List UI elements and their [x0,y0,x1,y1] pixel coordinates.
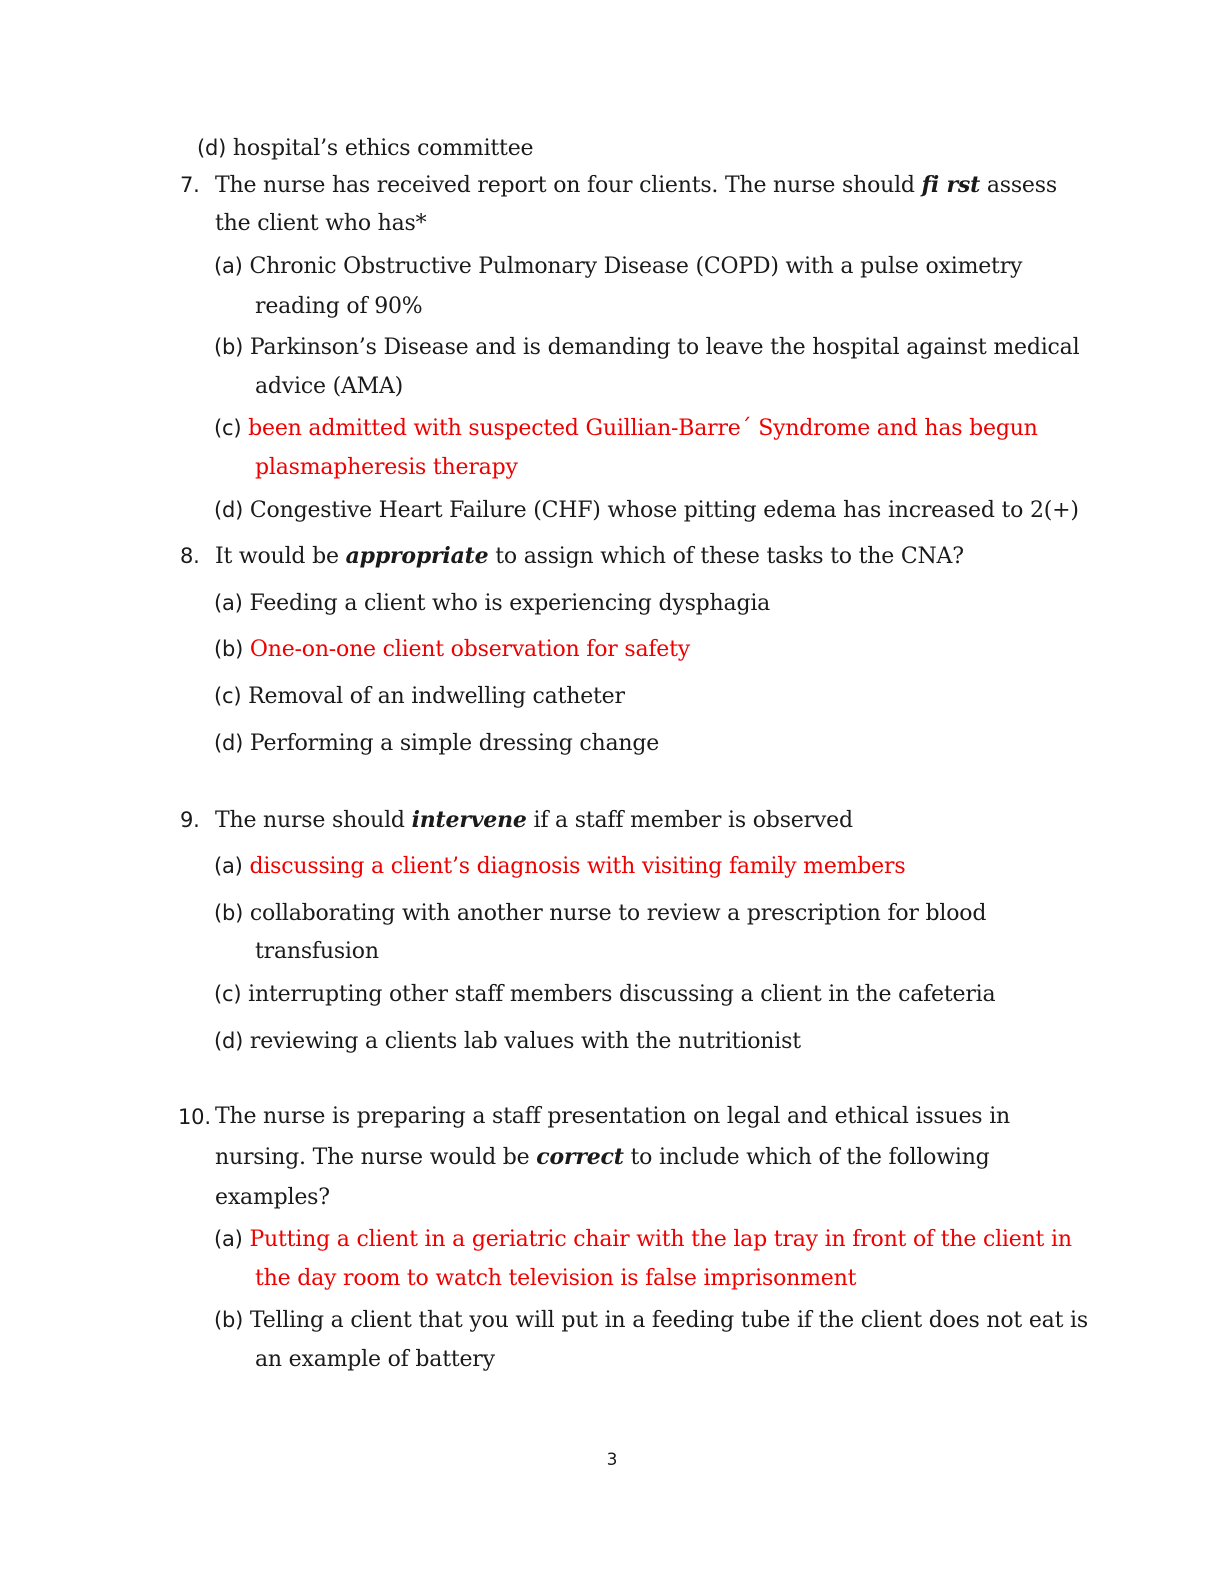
question-stem-line [215,1143,990,1172]
option-text: Chronic Obstructive Pulmonary Disease (COPD) with a pulse oximetry [249,254,1023,279]
option-b [214,899,986,928]
option-text: collaborating with another nurse to review a prescription for blood [249,901,987,926]
option-text: Parkinson’s Disease and is demanding to leave the hospital against medical [249,335,1080,360]
option-d [214,729,659,758]
option-c-cont: plasmapheresis therapy [255,455,518,480]
option-text: hospital’s ethics committee [232,136,534,161]
option-label: (a) [214,854,243,878]
option-d-prev [197,134,533,163]
stem-text: It would be [215,544,346,569]
question-stem-line [215,171,1057,200]
stem-text: nursing. The nurse would be [215,1145,537,1170]
option-text: interrupting other staff members discussing a client in the cafeteria [248,982,996,1007]
stem-text: if a staff member is observed [526,808,853,833]
stem-text: to assign which of these tasks to the CNA? [488,544,964,569]
option-label: (b) [214,335,244,359]
option-text: Performing a simple dressing change [249,731,660,756]
option-b-cont: advice (AMA) [255,374,404,399]
option-d [214,1027,801,1056]
option-d [214,496,1079,525]
option-a [214,589,770,618]
stem-emphasis: fi rst [921,172,981,198]
option-label: (d) [214,731,244,755]
stem-text: The nurse should [215,808,412,833]
question-number-text: 10. [178,1105,211,1129]
option-text: Putting a client in a geriatric chair with the lap tray in front of the client in [249,1227,1072,1252]
stem-text: The nurse has received report on four clients. The nurse should [215,173,922,198]
option-text: discussing a client’s diagnosis with visiting family members [249,854,906,879]
option-c-answer [214,414,1038,443]
question-number: 7. [180,173,200,197]
option-label: (c) [214,982,242,1006]
stem-emphasis: correct [536,1144,624,1170]
stem-text: assess [980,173,1057,198]
option-text: been admitted with suspected Guillian-Barre´ Syndrome and has begun [248,416,1038,441]
option-label: (d) [214,1029,244,1053]
option-a-answer [214,1225,1072,1254]
question-number-text: 8. [180,544,200,568]
option-text: Removal of an indwelling catheter [248,684,625,709]
option-label: (a) [214,254,243,278]
option-label: (a) [214,1227,243,1251]
option-text: reviewing a clients lab values with the nutritionist [249,1029,801,1054]
option-a-cont: the day room to watch television is false imprisonment [255,1266,857,1291]
option-label: (b) [214,1308,244,1332]
option-label: (d) [197,136,227,160]
option-label: (c) [214,416,242,440]
option-label: (a) [214,591,243,615]
option-b [214,333,1079,362]
option-a-answer [214,852,905,881]
option-label: (c) [214,684,242,708]
stem-emphasis: intervene [411,807,527,833]
question-stem-line [215,542,964,571]
question-stem-line: examples? [215,1185,330,1210]
option-label: (d) [214,498,244,522]
question-stem-line: the client who has* [215,211,427,236]
option-c [214,980,995,1009]
option-label: (b) [214,901,244,925]
page-number: 3 [606,1450,618,1470]
question-number [180,542,200,571]
option-b-cont: an example of battery [255,1347,495,1372]
option-b-cont: transfusion [255,939,379,964]
option-b-answer [214,635,690,664]
option-a [214,252,1022,281]
option-text: Telling a client that you will put in a feeding tube if the client does not eat is [249,1308,1088,1333]
question-stem-line [215,806,853,835]
question-number [178,1103,211,1132]
option-text: Congestive Heart Failure (CHF) whose pitting edema has increased to 2(+) [249,498,1079,523]
option-b [214,1306,1088,1335]
stem-emphasis: appropriate [345,543,489,569]
stem-text: to include which of the following [623,1145,990,1170]
option-text: One-on-one client observation for safety [249,637,690,662]
question-stem [180,171,200,200]
question-stem-line: The nurse is preparing a staff presentation on legal and ethical issues in [215,1104,1010,1129]
option-label: (b) [214,637,244,661]
question-number-text: 9. [180,808,200,832]
question-number [180,806,200,835]
option-text: Feeding a client who is experiencing dysphagia [249,591,771,616]
option-a-cont: reading of 90% [255,294,423,319]
option-c [214,682,625,711]
